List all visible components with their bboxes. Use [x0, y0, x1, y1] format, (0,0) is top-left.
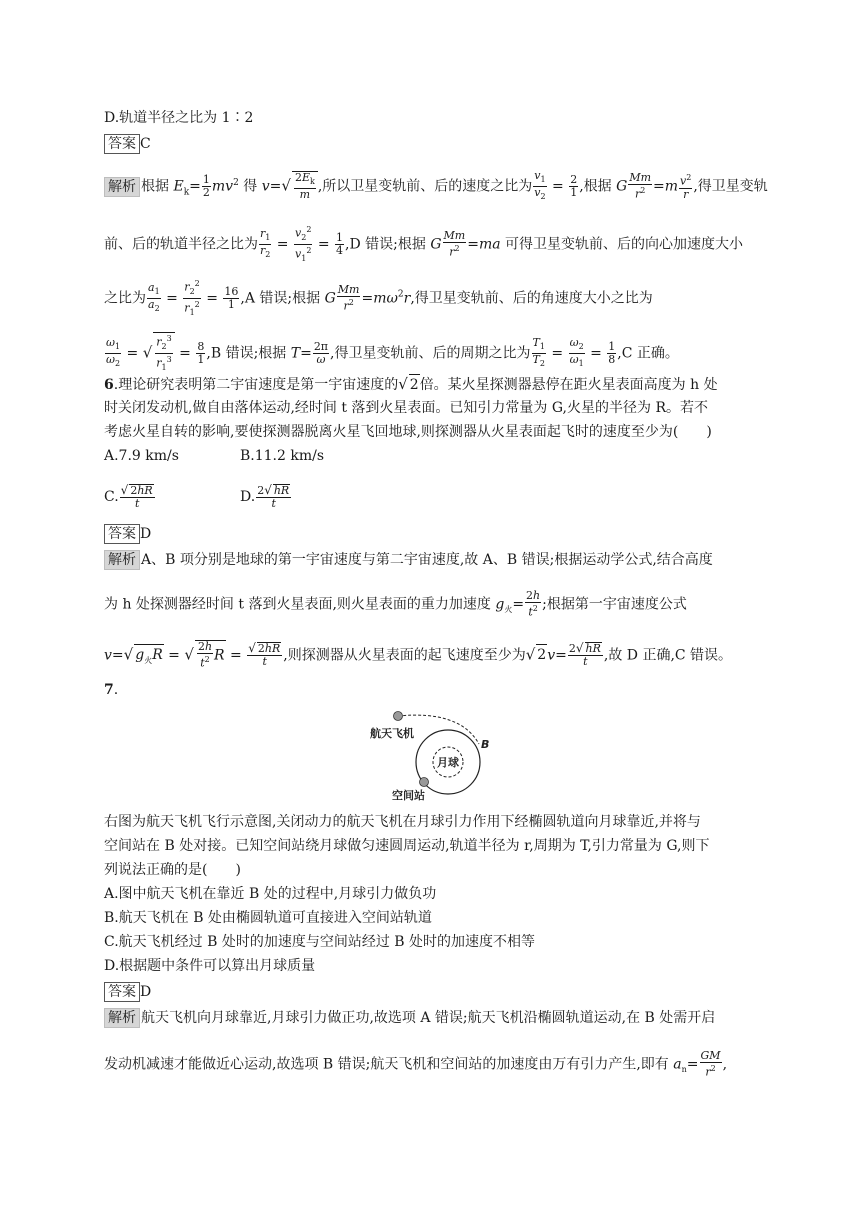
q6-option-d: D. $\frac{2√ hR}{t}$ — [240, 483, 290, 510]
q7-number: 7. — [104, 682, 119, 698]
answer-label: 答案 — [104, 982, 140, 1002]
q7-answer: 答案 D — [104, 982, 151, 1002]
q5-answer: 答案 C — [104, 134, 151, 154]
q6-stem-line-1: 6.理论研究表明第二宇宙速度是第一宇宙速度的√ 2倍。某火星探测器悬停在距火星表面高度为 h 处 — [104, 375, 718, 393]
q7-stem-line-3: 列说法正确的是( ) — [104, 862, 241, 878]
q6-analysis-line-1: 解析 A、B 项分别是地球的第一宇宙速度与第二宇宙速度,故 A、B 错误;根据运动学公式,结合高度 — [104, 550, 713, 570]
answer-label: 答案 — [104, 524, 140, 544]
label-b: B — [481, 738, 490, 751]
q7-option-c: C.航天飞机经过 B 处时的加速度与空间站经过 B 处时的加速度不相等 — [104, 934, 536, 950]
q7-option-d: D.根据题中条件可以算出月球质量 — [104, 958, 316, 974]
label-shuttle: 航天飞机 — [370, 727, 414, 740]
q7-stem-line-2: 空间站在 B 处对接。已知空间站绕月球做匀速圆周运动,轨道半径为 r,周期为 T,引力常量为 G,则下 — [104, 838, 710, 854]
q7-option-b: B.航天飞机在 B 处由椭圆轨道可直接进入空间站轨道 — [104, 910, 432, 926]
q6-option-c: C. $\frac{√ 2hR}{t}$ — [104, 483, 153, 510]
q7-option-a: A.图中航天飞机在靠近 B 处的过程中,月球引力做负功 — [104, 886, 437, 902]
q6-option-a: A.7.9 km/s — [104, 448, 179, 464]
label-moon: 月球 — [437, 756, 459, 769]
q6-answer: 答案 D — [104, 524, 151, 544]
shuttle-dot — [394, 712, 403, 721]
q5-analysis-line-4: $\frac{\omega_1}{\omega_2}$ = √ $\frac{r_2^3}{r_1^3}$ = $\frac{8}{1}$ ,B 错误;根据 T= $\frac{2\pi}{\omega}$ ,得卫星变轨前、后的周期之比为 $\frac{T_1}{T_2}$ = $\frac{\omega_2}{\omega_1}$ = $\frac{1}{8}$ ,C 正确。 — [106, 334, 679, 372]
q6-stem-line-2: 时关闭发动机,做自由落体运动,经时间 t 落到火星表面。已知引力常量为 G,火星的半径为 R。若不 — [104, 400, 709, 416]
q5-analysis-line-2: 前、后的轨道半径之比为 $\frac{r_1}{r_2}$ = $\frac{v_2^2}{v_1^2}$ = $\frac{1}{4}$ ,D 错误;根据 G $\frac{Mm}{r^2}$ =ma 可得卫星变轨前、后的向心加速度大小 — [104, 225, 744, 263]
q7-analysis-line-1: 解析 航天飞机向月球靠近,月球引力做正功,故选项 A 错误;航天飞机沿椭圆轨道运动,在 B 处需开启 — [104, 1008, 715, 1028]
analysis-label: 解析 — [104, 177, 140, 197]
q6-option-b: B.11.2 km/s — [240, 448, 325, 464]
q5-analysis-line-3: 之比为 $\frac{a_1}{a_2}$ = $\frac{r_2^2}{r_1^2}$ = $\frac{16}{1}$ ,A 错误;根据 G $\frac{Mm}{r^2}$ $=m\omega^2r$,得卫星变轨前、后的角速度大小之比为 — [104, 279, 653, 317]
q5-analysis-line-1: 解析 根据 $E_k=$ $\frac{1}{2}$ $mv^2$ 得 v=√ $\frac{2E_k}{m}$ ,所以卫星变轨前、后的速度之比为 $\frac{v_1}{v_2}$ = $\frac{2}{1}$ ,根据 G $\frac{Mm}{r^2}$ =m $\frac{v^2}{r}$ ,得卫星变轨 — [104, 170, 768, 203]
q6-analysis-line-2: 为 h 处探测器经时间 t 落到火星表面,则火星表面的重力加速度 $g_火=$ $\frac{2h}{t^2}$ ;根据第一宇宙速度公式 — [104, 589, 687, 619]
q5-option-d: D.轨道半径之比为 1∶2 — [104, 110, 254, 126]
analysis-label: 解析 — [104, 1008, 140, 1028]
analysis-label: 解析 — [104, 550, 140, 570]
orbit-diagram — [360, 700, 510, 805]
q6-analysis-line-3: v=√ $g_火R$ = √ $\frac{2h}{t^2}$ R = $\frac{√ 2hR}{t}$ ,则探测器从火星表面的起飞速度至少为√ 2v= $\frac{2√ hR}{t}$ ,故 D 正确,C 错误。 — [104, 640, 733, 670]
q6-stem-line-3: 考虑火星自转的影响,要使探测器脱离火星飞回地球,则探测器从火星表面起飞时的速度至少为( ) — [104, 424, 712, 440]
label-station: 空间站 — [392, 789, 425, 802]
q7-analysis-line-2: 发动机减速才能做近心运动,故选项 B 错误;航天飞机和空间站的加速度由万有引力产生,即有 $a_n=$ $\frac{GM}{r^2}$ , — [104, 1049, 728, 1079]
answer-label: 答案 — [104, 134, 140, 154]
q7-stem-line-1: 右图为航天飞机飞行示意图,关闭动力的航天飞机在月球引力作用下经椭圆轨道向月球靠近,并将与 — [104, 814, 701, 830]
station-dot — [420, 778, 429, 787]
